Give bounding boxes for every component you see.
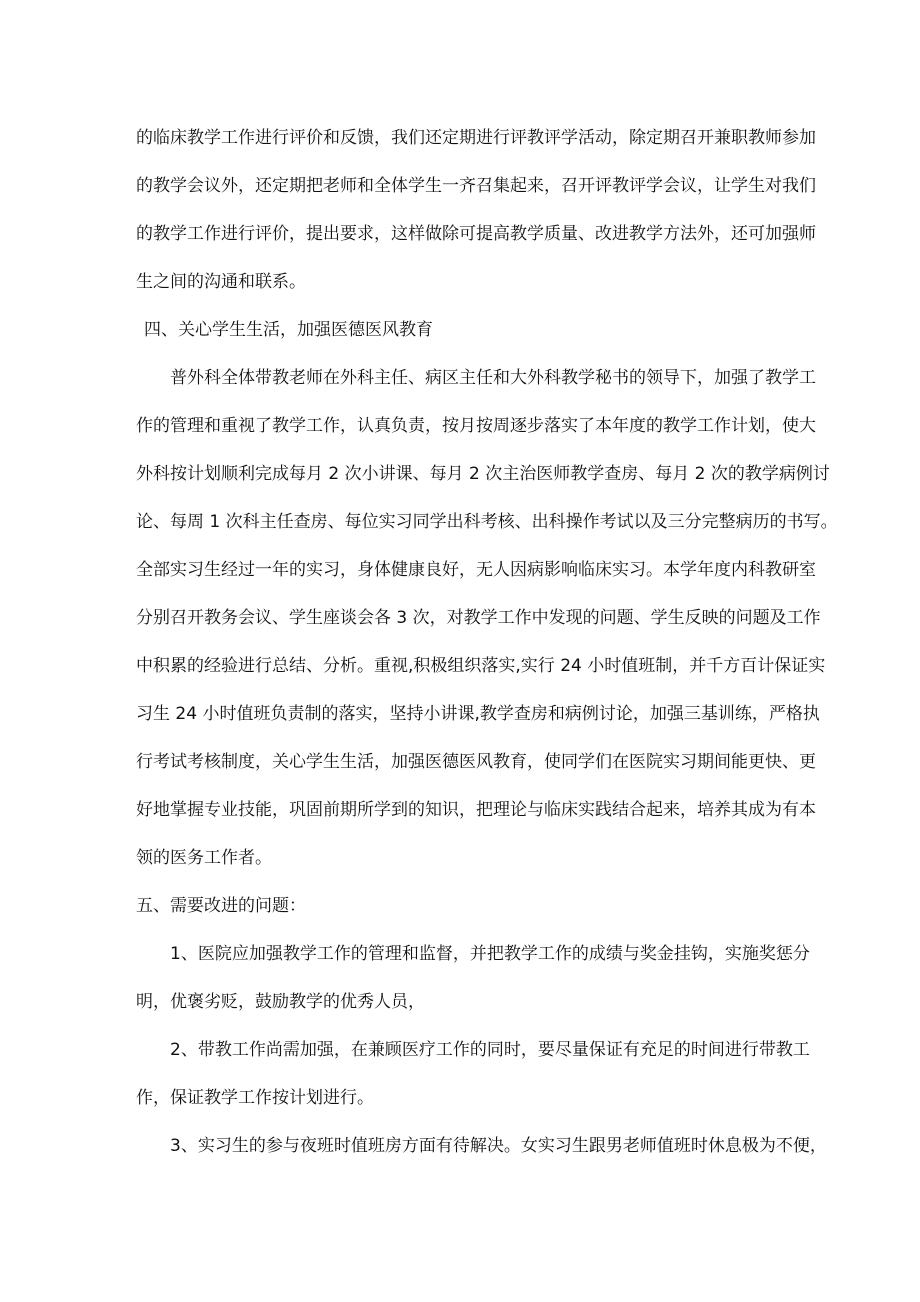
text-line: 好地掌握专业技能，巩固前期所学到的知识，把理论与临床实践结合起来，培养其成为有本 bbox=[136, 800, 816, 820]
text-line: 中积累的经验进行总结、分析。重视,积极组织落实,实行 24 小时值班制，并千方百计保证实 bbox=[136, 656, 826, 676]
text-line: 普外科全体带教老师在外科主任、病区主任和大外科教学秘书的领导下，加强了教学工 bbox=[170, 368, 816, 388]
list-item: 1、医院应加强教学工作的管理和监督，并把教学工作的成绩与奖金挂钩，实施奖惩分 bbox=[170, 944, 810, 964]
text-line: 全部实习生经过一年的实习，身体健康良好，无人因病影响临床实习。本学年度内科教研室 bbox=[136, 560, 816, 580]
text-line: 的临床教学工作进行评价和反馈，我们还定期进行评教评学活动，除定期召开兼职教师参加 bbox=[136, 128, 816, 148]
text-line: 明，优褒劣贬，鼓励教学的优秀人员， bbox=[136, 992, 425, 1012]
text-line: 行考试考核制度，关心学生生活，加强医德医风教育，使同学们在医院实习期间能更快、更 bbox=[136, 752, 816, 772]
text-line: 外科按计划顺利完成每月 2 次小讲课、每月 2 次主治医师教学查房、每月 2 次的教学病例讨 bbox=[136, 464, 830, 484]
text-line: 论、每周 1 次科主任查房、每位实习同学出科考核、出科操作考试以及三分完整病历的书写。 bbox=[136, 512, 838, 532]
text-line: 的教学工作进行评价，提出要求，这样做除可提高教学质量、改进教学方法外，还可加强师 bbox=[136, 224, 816, 244]
text-line: 生之间的沟通和联系。 bbox=[136, 272, 306, 292]
list-item: 2、带教工作尚需加强，在兼顾医疗工作的同时，要尽量保证有充足的时间进行带教工 bbox=[170, 1040, 810, 1060]
text-line: 分别召开教务会议、学生座谈会各 3 次，对教学工作中发现的问题、学生反映的问题及工作 bbox=[136, 608, 821, 628]
text-line: 的教学会议外，还定期把老师和全体学生一齐召集起来，召开评教评学会议，让学生对我们 bbox=[136, 176, 816, 196]
text-line: 作的管理和重视了教学工作，认真负责，按月按周逐步落实了本年度的教学工作计划，使大 bbox=[136, 416, 816, 436]
section-heading: 四、关心学生生活，加强医德医风教育 bbox=[144, 320, 433, 340]
text-line: 作，保证教学工作按计划进行。 bbox=[136, 1088, 374, 1108]
list-item: 3、实习生的参与夜班时值班房方面有待解决。女实习生跟男老师值班时休息极为不便， bbox=[170, 1136, 827, 1156]
text-line: 领的医务工作者。 bbox=[136, 848, 272, 868]
section-heading: 五、需要改进的问题： bbox=[136, 896, 306, 916]
text-line: 习生 24 小时值班负责制的落实，坚持小讲课,教学查房和病例讨论，加强三基训练，严格执 bbox=[136, 704, 820, 724]
